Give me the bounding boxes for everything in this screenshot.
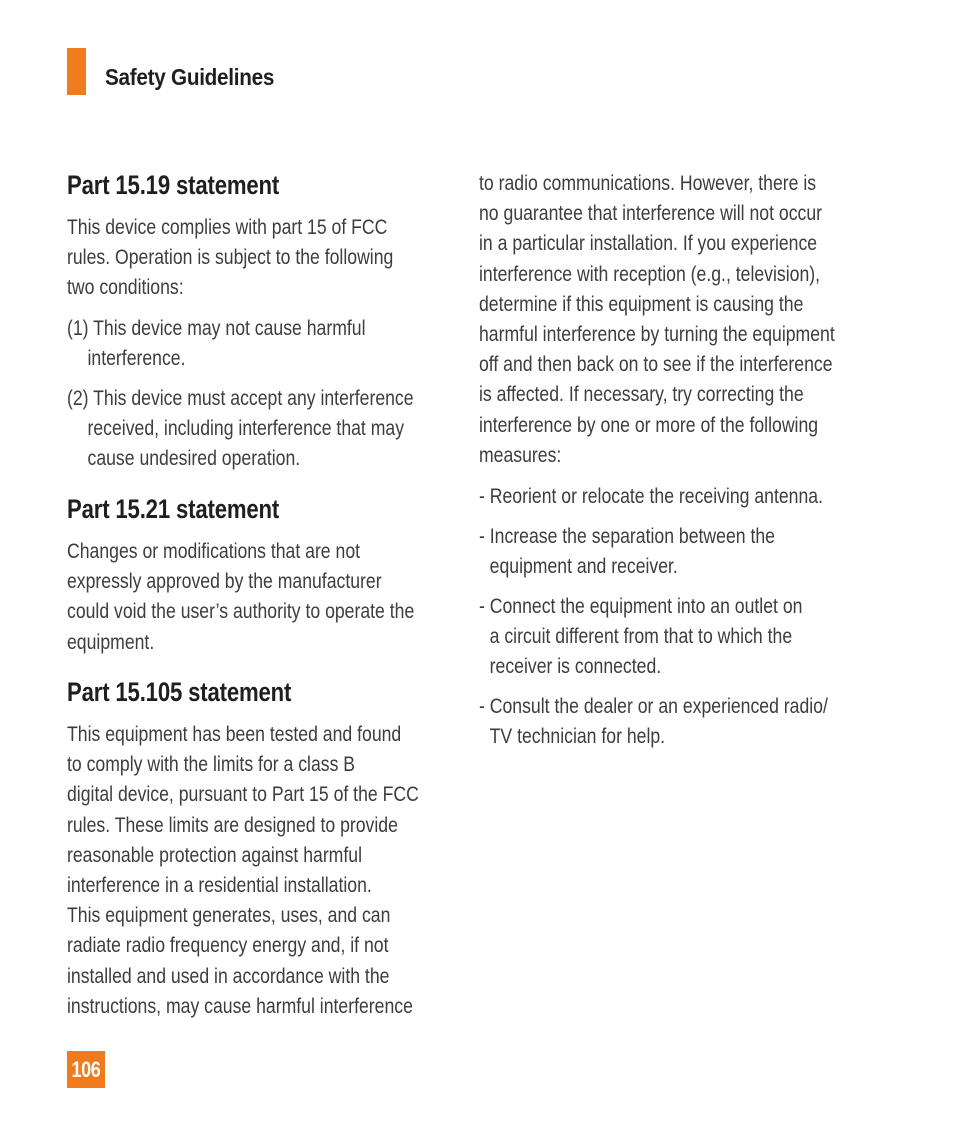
text-line: - Connect the equipment into an outlet on [479,594,803,618]
text-line: - Increase the separation between the [479,524,775,548]
text-line: measures: [479,442,562,467]
text-line: two conditions: [67,275,184,300]
text-line: installed and used in accordance with the [67,963,390,988]
text-line: cause undesired operation. [87,446,301,471]
paragraph-15-105 [67,719,419,1021]
text-line: reasonable protection against harmful [67,842,362,867]
text-line: This device complies with part 15 of FCC [67,215,388,239]
heading-part-15-19: Part 15.19 statement [67,170,280,200]
paragraph-15-105-continued [479,168,835,470]
text-line: off and then back on to see if the interference [479,352,833,377]
text-line: rules. Operation is subject to the following [67,245,394,270]
text-line: could void the user’s authority to operate the [67,599,415,624]
heading-part-15-105: Part 15.105 statement [67,677,292,707]
text-line: received, including interference that may [87,416,405,441]
text-line: no guarantee that interference will not occur [479,201,823,226]
text-line: (2) This device must accept any interference [67,386,414,410]
text-line: in a particular installation. If you experience [479,231,818,256]
condition-item-1 [67,313,366,373]
text-line: TV technician for help. [489,724,666,749]
text-line: interference in a residential installation. [67,873,372,898]
text-line: digital device, pursuant to Part 15 of the FCC [67,782,419,807]
text-line: harmful interference by turning the equipment [479,322,835,347]
section-title: Safety Guidelines [105,64,275,90]
text-line: to radio communications. However, there is [479,171,817,195]
text-line: receiver is connected. [489,654,662,679]
text-line: expressly approved by the manufacturer [67,569,382,594]
measure-item-2 [479,521,775,581]
paragraph-15-19-intro [67,212,393,303]
text-line: equipment and receiver. [489,554,678,579]
page-number-badge [67,1051,105,1088]
text-line: (1) This device may not cause harmful [67,316,366,340]
text-line: - Consult the dealer or an experienced radio/ [479,694,828,718]
measure-item-1 [479,481,823,511]
text-line: determine if this equipment is causing the [479,291,804,316]
condition-item-2 [67,383,414,474]
text-line: - Reorient or relocate the receiving antenna. [479,484,823,508]
text-line: a circuit different from that to which the [489,624,793,649]
text-line: instructions, may cause harmful interference [67,993,413,1018]
header-accent-bar [67,48,86,95]
page-number: 106 [71,1057,101,1082]
text-line: to comply with the limits for a class B [67,752,356,777]
text-line: interference. [87,346,186,371]
text-line: rules. These limits are designed to provide [67,812,398,837]
text-line: Changes or modifications that are not [67,539,361,563]
paragraph-15-21 [67,536,414,657]
text-line: This equipment has been tested and found [67,722,402,746]
text-line: radiate radio frequency energy and, if not [67,933,389,958]
text-line: This equipment generates, uses, and can [67,903,391,928]
text-line: is affected. If necessary, try correcting the [479,382,804,407]
text-line: interference by one or more of the following [479,412,819,437]
heading-part-15-21: Part 15.21 statement [67,494,280,524]
text-line: interference with reception (e.g., television), [479,261,821,286]
text-line: equipment. [67,629,155,654]
measure-item-3 [479,591,802,682]
measure-item-4 [479,691,828,751]
